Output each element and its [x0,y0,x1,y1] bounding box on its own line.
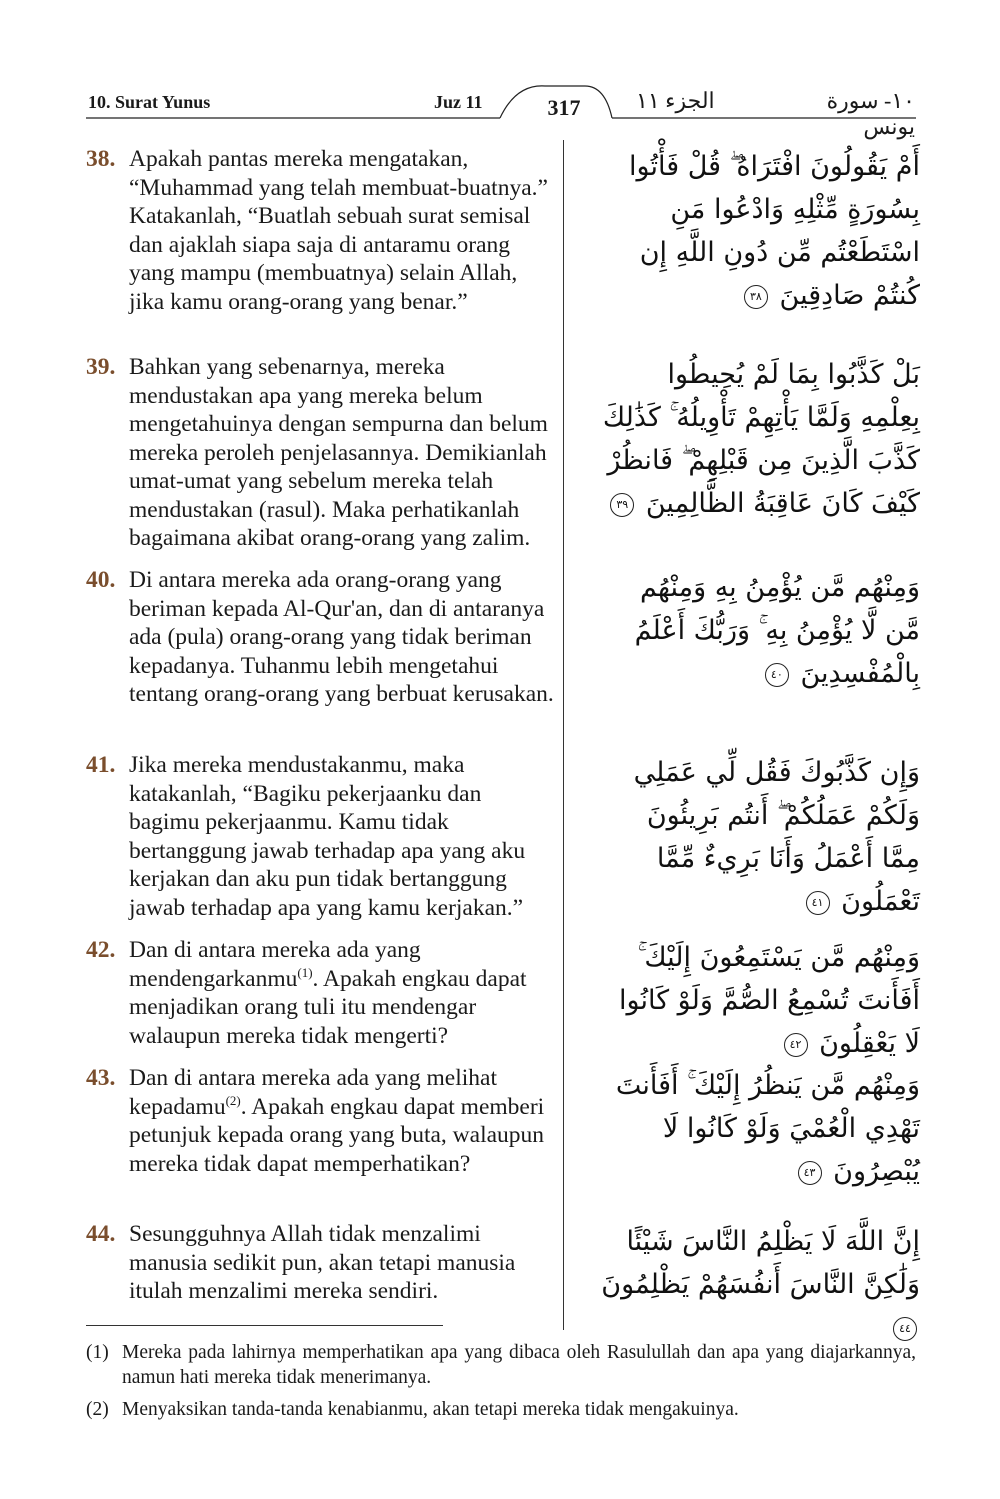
verse-number: 42. [86,937,116,963]
column-divider [563,140,564,1330]
page-number: 317 [547,95,581,120]
verse-38 [86,145,556,316]
arabic-verse-44 [600,1220,920,1349]
verse-text-part: Dan di antara mereka ada yang mendengarkanmu [129,937,421,992]
verse-text [129,936,556,1050]
verse-text: Apakah pantas mereka mengatakan, “Muhammad yang telah membuat-buatnya.” Katakanlah, “Buatlah sebuah surat semisal dan ajaklah siapa saja di antaramu orang yang mampu (membuatnya) selain Allah, jika kamu orang-orang yang benar.” [129,146,548,315]
footnote-text: Mereka pada lahirnya memperhatikan apa yang dibaca oleh Rasulullah dan apa yang diajarkannya, namun hati mereka tidak menerimanya. [122,1342,916,1388]
verse-text: Sesungguhnya Allah tidak menzalimi manusia sedikit pun, akan tetapi manusia itulah menzalimi mereka sendiri. [129,1221,516,1304]
verse-44 [86,1220,556,1306]
verse-text: Jika mereka mendustakanmu, maka katakanlah, “Bagiku pekerjaanku dan bagimu pekerjaanmu. Kamu tidak bertanggung jawab terhadap apa yang aku kerjakan dan aku pun tidak bertanggung jawab terhadap apa yang kamu kerjakan.” [129,752,526,921]
verse-number: 41. [86,752,116,778]
ayah-number-marker: ٤١ [806,891,830,915]
arabic-verse-43 [600,1064,920,1193]
verse-number: 44. [86,1221,116,1247]
verse-40 [86,566,556,709]
footnote-ref-1[interactable]: (1) [297,964,313,980]
surah-arabic: ١٠- سورة يونس [826,88,915,139]
arabic-text: وَإِن كَذَّبُوكَ فَقُل لِّي عَمَلِي وَلَكُمْ عَمَلُكُمْ ۖ أَنتُم بَرِيئُونَ مِمَّا أَعْمَلُ وَأَنَا بَرِيءٌ مِّمَّا تَعْمَلُونَ [633,757,920,917]
surah-label: 10. Surat Yunus [88,92,211,112]
verse-43 [86,1064,556,1178]
ayah-number-marker: ٣٩ [610,493,634,517]
page-header [0,0,1000,139]
arabic-verse-40 [600,566,920,695]
arabic-text: بَلْ كَذَّبُوا بِمَا لَمْ يُحِيطُوا بِعِلْمِهِ وَلَمَّا يَأْتِهِمْ تَأْوِيلُهُ ۚ كَذَٰلِكَ كَذَّبَ الَّذِينَ مِن قَبْلِهِمْ ۖ فَانظُرْ كَيْفَ كَانَ عَاقِبَةُ الظَّالِمِينَ [602,359,920,519]
verse-text [129,1064,556,1178]
ayah-number-marker: ٤٢ [784,1033,808,1057]
verse-number: 43. [86,1065,116,1091]
footnote-number: (2) [86,1399,109,1420]
ayah-number-marker: ٣٨ [744,285,768,309]
verse-number: 40. [86,567,116,593]
arabic-text: أَمْ يَقُولُونَ افْتَرَاهُ ۖ قُلْ فَأْتُوا بِسُورَةٍ مِّثْلِهِ وَادْعُوا مَنِ اسْتَطَعْتُم مِّن دُونِ اللَّهِ إِن كُنتُمْ صَادِقِينَ [629,151,920,311]
juz-label: Juz 11 [434,92,483,112]
verse-text-part: . Apakah engkau dapat menjadikan orang tuli itu mendengar walaupun mereka tidak mengerti? [129,965,527,1049]
footnote-2 [86,1397,916,1422]
verse-text-part: . Apakah engkau dapat memberi petunjuk kepada orang yang buta, walaupun mereka tidak dapat memperhatikan? [129,1093,545,1177]
verse-number: 39. [86,354,116,380]
footnote-text: Menyaksikan tanda-tanda kenabianmu, akan tetapi mereka tidak mengakuinya. [122,1399,739,1420]
verse-text: Di antara mereka ada orang-orang yang beriman kepada Al-Qur'an, dan di antaranya ada (pula) orang-orang yang tidak beriman kepadanya. Tuhanmu lebih mengetahui tentang orang-orang yang berbuat kerusakan. [129,567,554,707]
ayah-number-marker: ٤٠ [765,663,789,687]
footnote-1 [86,1340,916,1390]
footnote-rule [86,1325,443,1326]
arabic-verse-41 [600,751,920,923]
arabic-text: وَمِنْهُم مَّن يُؤْمِنُ بِهِ وَمِنْهُم مَّن لَّا يُؤْمِنُ بِهِ ۚ وَرَبُّكَ أَعْلَمُ بِالْمُفْسِدِينَ [634,572,920,689]
verse-39 [86,353,556,553]
arabic-verse-42 [600,936,920,1065]
juz-arabic: الجزء ١١ [636,88,715,113]
footnote-number: (1) [86,1342,109,1363]
footnote-ref-2[interactable]: (2) [225,1092,241,1108]
arabic-text: وَمِنْهُم مَّن يَنظُرُ إِلَيْكَ ۚ أَفَأَنتَ تَهْدِي الْعُمْيَ وَلَوْ كَانُوا لَا يُبْصِرُونَ [615,1070,920,1187]
verse-text: Bahkan yang sebenarnya, mereka mendustakan apa yang mereka belum mengetahuinya dengan sempurna dan belum mereka peroleh penjelasannya. Demikianlah umat-umat yang sebelum mereka telah mendustakan (rasul). Maka perhatikanlah bagaimana akibat orang-orang yang zalim. [129,354,548,551]
verse-number: 38. [86,146,116,172]
arabic-verse-39 [600,353,920,525]
arabic-verse-38 [600,145,920,317]
arabic-text: إِنَّ اللَّهَ لَا يَظْلِمُ النَّاسَ شَيْئًا وَلَٰكِنَّ النَّاسَ أَنفُسَهُمْ يَظْلِمُونَ [601,1226,920,1300]
ayah-number-marker: ٤٣ [798,1161,822,1185]
verse-41 [86,751,556,922]
verse-text-part: Dan di antara mereka ada yang melihat kepadamu [129,1065,497,1120]
ayah-number-marker: ٤٤ [893,1317,917,1341]
verse-42 [86,936,556,1050]
arabic-text: وَمِنْهُم مَّن يَسْتَمِعُونَ إِلَيْكَ ۚ أَفَأَنتَ تُسْمِعُ الصُّمَّ وَلَوْ كَانُوا لَا يَعْقِلُونَ [619,942,920,1059]
